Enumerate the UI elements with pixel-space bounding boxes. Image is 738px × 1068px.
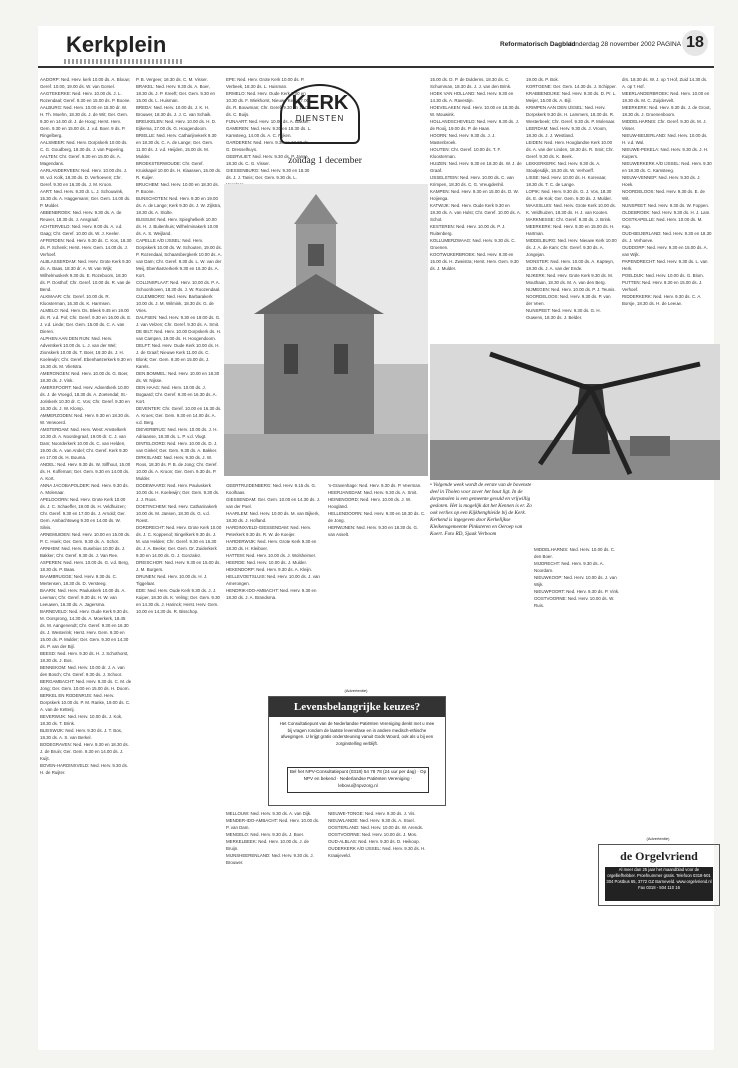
listing-entry: LEIDEN: Ned. Herv. Hooglandse Kerk 10.00 ds. A. van der Linden, 18.30 ds. R. Smit; Chr. Geref. 9.30 ds. K. Beek. xyxy=(526,140,614,159)
listing-entry: OOSTERLAND: Ned. Herv. 10.00 ds. W. Arends. xyxy=(328,825,424,830)
listing-entry: RIDDERKERK: Ned. Herv. 9.30 ds. C. A. Borsje, 18.30 ds. H. de Leeuw. xyxy=(622,294,702,306)
listing-entry: BRUCHEM: Ned. Herv. 10.00 en 18.30 ds. P. Boone. xyxy=(136,182,219,194)
column-8 xyxy=(328,482,426,682)
title-underline xyxy=(64,59,184,64)
listing-entry: KOLLUMERZWAAG: Ned. Herv. 9.30 ds. C. Groenen. xyxy=(430,238,516,250)
listing-entry: DORDRECHT: Ned. Herv. Grote Kerk 10.00 ds. J. C. Koppenol; Singelkerk 9.30 ds. J. M. van Helden; Chr. Geref. 9.30 en 16.30 ds. J. A. Beeke; Ger. Gem. Dr. Zuiderkerk 9.30 en 14.00 ds. G. J. Gonzalez. xyxy=(136,525,222,558)
listing-entry: AAGTEKERKE: Ned. Herv. 10.00 ds. J. L. Rozendaal; Geref. 9.30 en 15.00 ds. P. Boone. xyxy=(40,91,131,103)
listing-entry: LEERDAM: Ned. Herv. 9.30 ds. J. Vroom, 18.30 ds. J. J. Westland. xyxy=(526,126,608,138)
listing-entry: BRAKEL: Ned. Herv. 9.30 ds. A. Boer, 18.30 ds. J. P. Kreeft; Ger. Gem. 9.30 en 15.00 ds. L. Huisman. xyxy=(136,84,215,103)
listing-entry: AALBURG: Ned. Herv. 10.00 en 15.00 dr. W. H. Th. Moehn, 18.30 ds. J. de Wit; Ger. Gem. 9.30 en 14.00 dr. J. de Hoog; Herst. Herv. Gem. 9.30 en 15.00 ds. J. v.d. Boer. 9 ds. P. Ringelberg. xyxy=(40,105,129,138)
listing-entry: MEERKERK: Ned. Herv. 9.30 en 15.00 ds. H. Hartman. xyxy=(526,224,615,236)
listing-entry: NIEUWERKERK A/D IJSSEL: Ned. Herv. 9.30 en 18.30 ds. C. Kamsteeg. xyxy=(622,161,712,173)
column-8-entries xyxy=(328,482,426,538)
page-header xyxy=(38,26,714,68)
caption-text: • Volgende week wordt de eerste van de bovenste deel in Tholen voor zover het hout ligt. In de dorpsmolen is een gemeente gevuld en vrijwillig gesloten. Het is mogelijk dat het Kennen is er. Zo ook verlies op een Kijkhenghieide bij de Kerk. Kerkend is ingegeven door Kerkelijkse Kleikensgemeente Pinksteren en Oeroep van Koert. xyxy=(430,482,532,537)
listing-entry: ASPEREN: Ned. Herv. 10.00 ds. G. v.d. Berg, 18.30 ds. P. Baas. xyxy=(40,560,129,572)
listing-entry: MERKELBEEK: Ned. Herv. 10.00 ds. J. de Bruijn. xyxy=(226,839,309,851)
orgel-body: Al meer dan 25 jaar het maandblad voor de orgelliefhebber. Proefnummer gratis. Telefoon 0318-501 304 Postbus 65, 3772 GZ Barneveld. www.orgelvriend.nl Fax 0318 - 504 110 16 xyxy=(605,867,713,901)
listing-entry: KATWIJK: Ned. Herv. Oude Kerk 9.30 en 18.30 ds. A. van Hulst; Chr. Geref. 10.00 ds. A. Schot. xyxy=(430,203,522,222)
listing-entry: DREISCHOR: Ned. Herv. 9.30 en 15.00 ds. J. M. Burgers. xyxy=(136,560,221,572)
listing-entry: EDE: Ned. Herv. Oude Kerk 9.30 ds. J. J. Kuiper, 18.30 ds. K. Veling; Ger. Gem. 9.30 en 14.30 ds. J. Harinck; Herst. Herv. Gem. 10.00 en 14.30 ds. R. Bisschop. xyxy=(136,588,220,614)
listing-entry: HOEVELAKEN: Ned. Herv. 10.00 en 18.30 ds. W. Mouwink. xyxy=(430,105,521,117)
listing-entry: HELLEVOETSLUIS: Ned. Herv. 10.00 ds. J. van Amerongen. xyxy=(226,574,320,586)
page-number: 18 xyxy=(682,30,708,56)
listing-entry: AART: Ned. Herv. 9.30 dr. L. J. Schouwink, 15.30 ds. A. Haggemann; Ger. Gem. 14.00 ds. P. Mulder. xyxy=(40,189,131,208)
listing-entry: NIEUWLANDE: Ned. Herv. 9.30 ds. A. Stoel. xyxy=(328,818,415,823)
column-4-entries xyxy=(430,76,522,272)
listing-entry: BLEISWIJK: Ned. Herv. 9.30 ds. J. T. Bos, 18.30 ds. A. S. van Berkel. xyxy=(40,728,123,740)
listing-entry: IJSSELSTEIN: Ned. Herv. 10.00 ds. C. van Krimpen, 18.30 ds. C. G. Vreugdenhil. xyxy=(430,175,514,187)
listing-entry: BRIELLE: Ned. Herv. Catharijnekerk 9.30 en 18.30 ds. C. A. de Lange; Ger. Gem. 11.00 ds. J. v.d. Heijden, 15.00 ds. M. Mulder. xyxy=(136,133,217,159)
listing-entry: ANNA JACOBAPOLDER: Ned. Herv. 9.30 ds. A. Molenaar. xyxy=(40,483,129,495)
listing-entry: ANDEL: Ned. Herv. 9.30 ds. W. Silfhout, 15.00 ds. H. Koffeman; Ger. Gem. 9.30 en 14.00 ds. A. Kort. xyxy=(40,462,131,481)
listing-entry: BENNEKOM: Ned. Herv. 10.00 dr. J. A. van den Bosch; Chr. Geref. 9.30 ds. J. Schoor. xyxy=(40,665,125,677)
listing-entry: 19.00 ds. P. Bok. xyxy=(526,77,559,82)
orgelvriend-advertisement xyxy=(598,844,720,906)
listing-entry: ARNEMUIDEN: Ned. Herv. 10.00 en 15.00 ds. P. C. Hoek; Ger. Gem. 9.30 ds. A. Schot. xyxy=(40,532,131,544)
ad-label: (Advertentie) xyxy=(344,688,368,693)
listing-entry: DRUNEN: Ned. Herv. 10.00 ds. H. J. Tiggelaar. xyxy=(136,574,208,586)
listing-entry: PUTTEN: Ned. Herv. 9.30 en 15.00 ds. J. Verhoef. xyxy=(622,280,703,292)
photo-credit: Foto RD, Sjaak Verboom xyxy=(444,531,497,537)
listing-entry: HARDERWIJK: Ned. Herv. Grote Kerk 9.30 en 18.30 ds. H. Kleiboer. xyxy=(226,539,317,551)
listing-entry: AMMERZODEN: Ned. Herv. 9.30 en 18.30 ds. W. Verwoerd. xyxy=(40,413,130,425)
listing-entry: OUDDORP: Ned. Herv. 9.30 en 15.00 ds. A. van Wijk. xyxy=(622,245,708,257)
section-title: Kerkplein xyxy=(66,32,167,57)
column-1-entries xyxy=(40,76,132,776)
listing-entry: BOVEN-HARDINXVELD: Ned. Herv. 9.30 ds. H. de Ruijter. xyxy=(40,763,129,775)
listing-entry: NIEUW-BEIJERLAND: Ned. Herv. 10.00 ds. H. v.d. Wal. xyxy=(622,133,708,145)
listing-entry: POELDIJK: Ned. Herv. 10.00 ds. G. Blom. xyxy=(622,273,704,278)
listing-entry: BODEGRAVEN: Ned. Herv. 9.30 en 18.30 ds. J. de Bruin; Ger. Gem. 9.30 en 14.00 ds. J. Kuijt. xyxy=(40,742,129,761)
listing-entry: KORTGENE: Ger. Gem. 14.30 ds. J. Schipper. xyxy=(526,84,617,89)
listing-entry: NOORDELOOS: Ned. Herv. 9.30 ds. E. de Wit. xyxy=(622,189,705,201)
orgel-ad-label: (Advertentie) xyxy=(646,836,670,841)
listing-entry: DODEWAARD: Ned. Herv. Pauluskerk 10.00 ds. H. Koelewijn; Ger. Gem. 9.30 ds. J. J. Roos. xyxy=(136,483,220,502)
listing-entry: HEERJANSDAM: Ned. Herv. 9.30 ds. A. Smit. xyxy=(328,490,418,495)
listing-entry: HERWIJNEN: Ned. Herv. 9.30 en 18.30 ds. G. van Asselt. xyxy=(328,525,419,537)
listing-entry: MIDDELHARNIS: Chr. Geref. 9.30 ds. M. J. Visser. xyxy=(622,119,707,131)
listing-entry: MARKNESSE: Chr. Geref. 9.30 ds. J. Brink. xyxy=(526,217,612,222)
listing-entry: DELFT: Ned. Herv. Oude Kerk 10.00 ds. H. J. de Graaf; Nieuwe Kerk 11.00 ds. C. Blonk; Ger. Gem. 9.30 en 15.00 ds. J. Karels. xyxy=(136,343,220,369)
column-6-entries xyxy=(622,76,712,307)
listing-entry: GEERVLIET: Ned. Herv. 9.30 ds. P. Janse, 18.30 ds. C. G. Visser. xyxy=(226,154,309,166)
npv-advertisement xyxy=(268,696,446,806)
listing-entry: HENDRIK-IDO-AMBACHT: Ned. Herv. 9.30 en 18.30 ds. J. A. Brandsma. xyxy=(226,588,317,600)
listing-entry: ERMELO: Ned. Herv. Oude Kerk 9.00 en 10.30 ds. F. Wiekhorst, Nieuwe Kerk 17.00 ds. R. Bouwman; Chr. Geref. 9.30 en 15.00 ds. C. Buijs. xyxy=(226,91,311,117)
listing-entry: MENGELO: Ned. Herv. 9.30 ds. J. Boer. xyxy=(226,832,305,837)
listing-entry: BERGAMBACHT: Ned. Herv. 9.30 ds. C. M. de Jong; Ger. Gem. 10.00 en 15.00 ds. H. Doorn. xyxy=(40,679,132,691)
listing-entry: ARNHEM: Ned. Herv. Eusebius 10.00 ds. J. Bakker; Chr. Geref. 9.30 ds. J. Van Ree. xyxy=(40,546,126,558)
listing-entry: ALMELO: Ned. Herv. Ds. Bleek 9.45 en 19.00 ds. R. v.d. Pol; Chr. Geref. 9.30 en 16.00 ds. E. J. v.d. Linde; Ger. Gem. 15.00 ds. C. A. van Dieren. xyxy=(40,308,132,334)
listing-entry: BAAMBRUGGE: Ned. Herv. 9.30 ds. C. Mertensen, 18.30 ds. D. Versteeg. xyxy=(40,574,118,586)
listing-entry: HEKENDORP: Ned. Herv. 9.30 ds. A. Kleijn. xyxy=(226,567,313,572)
column-4 xyxy=(430,76,522,338)
listing-entry: HOEK VAN HOLLAND: Ned. Herv. 9.30 en 14.30 ds. A. Ravestijn. xyxy=(430,91,514,103)
listing-entry: APELDOORN: Ned. Herv. Grote Kerk 10.00 ds. J. C. Schaeffer, 19.00 ds. H. Veldhuizen; Chr. Geref. 9.30 en 17.00 ds. J. Arnold; Ger. Gem. Ambachtsweg 9.30 en 14.00 ds. W. Silvis. xyxy=(40,497,126,530)
ad-headline: Levensbelangrijke keuzes? xyxy=(269,697,445,717)
listing-entry: BUSSUM: Ned. Herv. Spieghelkerk 10.00 ds. H. J. Buitenhuis; Wilhelminakerk 10.00 ds. A. S. Weijland. xyxy=(136,217,219,236)
column-10-entries xyxy=(328,810,426,859)
listing-entry: HUIZEN: Ned. Herv. 9.30 en 18.30 ds. W. J. de Graaf. xyxy=(430,161,522,173)
listing-entry: drs. 18.30 ds. W. J. op 't Hof, Zuid 14.30 ds. A. op 't Hof. xyxy=(622,77,708,89)
listing-entry: BAARN: Ned. Herv. Pauluskerk 10.00 ds. A. Leeman; Chr. Geref. 9.30 ds. H. W. van Leeuwen, 16.30 ds. A. Jagersma. xyxy=(40,588,126,607)
column-9 xyxy=(226,810,322,1042)
listing-entry: LOPIK: Ned. Herv. 9.30 ds. G. J. Vos, 18.30 ds. E. de Kok; Ger. Gem. 9.30 ds. J. Mulder. xyxy=(526,189,612,201)
listing-entry: MONSTER: Ned. Herv. 10.00 ds. A. Kapteyn, 18.30 ds. J. A. van der Ende. xyxy=(526,259,615,271)
listing-entry: NUNSPEET: Ned. Herv. 9.30 ds. W. Foppen. xyxy=(622,203,710,208)
listing-entry: DEN HAAG: Ned. Herv. 10.00 ds. J. Bogaard; Chr. Geref. 9.30 en 16.30 ds. A. Kort. xyxy=(136,385,217,404)
listing-entry: BROEKSTERWOUDE: Chr. Geref. Kruiskapel 10.00 ds. H. Klaassen, 15.00 ds. R. Kuijer. xyxy=(136,161,222,180)
listing-entry: GIESSENDAM: Ger. Gem. 10.00 en 14.30 ds. J. van der Poel. xyxy=(226,497,321,509)
listing-entry: P. B. Vergeer, 18.30 ds. C. M. Visser. xyxy=(136,77,208,82)
listing-entry: DEN BOMMEL: Ned. Herv. 10.00 en 18.30 ds. W. Nijsse. xyxy=(136,371,220,383)
listing-entry: HAARLEM: Ned. Herv. 10.00 ds. M. van Bijkerk, 18.30 ds. J. Hofland. xyxy=(226,511,320,523)
kerkdiensten-logo-box xyxy=(264,74,372,182)
listing-entry: HARDINXVELD-GIESSENDAM: Ned. Herv. Peterkerk 9.30 ds. R. W. de Koeijer. xyxy=(226,525,312,537)
listing-entry: PAPENDRECHT: Ned. Herv. 9.30 ds. L. van Herk. xyxy=(622,259,708,271)
column-10 xyxy=(328,810,426,1042)
listing-entry: HOORN: Ned. Herv. 9.30 ds. J. J. Mastenbroek. xyxy=(430,133,496,145)
listing-entry: HELLENDOORN: Ned. Herv. 9.30 en 18.30 ds. C. de Jong. xyxy=(328,511,426,523)
listing-entry: LISSE: Ned. Herv. 10.00 ds. H. Korevaar, 18.30 ds. T. C. de Lange. xyxy=(526,175,607,187)
listing-entry: NIEUWE-PEKELA: Ned. Herv. 9.30 ds. J. H. Kuipers. xyxy=(622,147,709,159)
listing-entry: OUDERKERK A/D IJSSEL: Ned. Herv. 9.30 ds. H. Kraaijeveld. xyxy=(328,846,426,858)
column-9-entries xyxy=(226,810,322,866)
listing-entry: DINTELOORD: Ned. Herv. 10.00 ds. D. J. van Ginkel; Ger. Gem. 9.30 ds. A. Bakker. xyxy=(136,441,218,453)
listing-entry: CAPELLE A/D IJSSEL: Ned. Herv. Dorpskerk 10.00 ds. W. Schouten, 19.00 ds. P. Rozendaal, Schaarsbergkerk 10.00 ds. A. van Dam; Chr. Geref. 9.30 ds. L. W. van der Meij, Ebenhaëzerkerk 9.30 en 16.30 ds. A. Kort. xyxy=(136,238,222,278)
ad-contact: Bel het NPV-Consultatiepunt (0318) 54 78 78 (24 uur per dag) · Op NPV en bekend · Nederlandse Patiënten Vereniging · lebovu@npvzorg.nl xyxy=(287,767,429,793)
listing-entry: DALFSEN: Ned. Herv. 9.30 en 19.00 ds. G. J. van Velzen; Chr. Geref. 9.30 ds. A. Smit. xyxy=(136,315,221,327)
listing-entry: ABBENBROEK: Ned. Herv. 9.30 ds. A. de Reuver, 18.30 ds. J. Ansgraaf. xyxy=(40,210,122,222)
listing-entry: MENDER-IDO-AMBACHT: Ned. Herv. 10.00 ds. P. van Dam. xyxy=(226,818,320,830)
windmill-photo xyxy=(430,344,720,480)
listing-entry: NIJMEGEN: Ned. Herv. 10.00 ds. P. J. Teunis. xyxy=(526,287,616,292)
listing-entry: BERKEL EN RODENRIJS: Ned. Herv. Dorpskerk 10.00 ds. P. M. Ranke, 19.00 ds. C. A. van de Ketterij. xyxy=(40,693,131,712)
listing-entry: BREUKELEN: Ned. Herv. 10.00 ds. H. D. Eijkema, 17.00 ds. G. Hoogendoorn. xyxy=(136,119,217,131)
listing-entry: NIEUWPOORT: Ned. Herv. 9.30 ds. P. Vink. xyxy=(534,589,620,594)
logo-kerk-text: KERK xyxy=(291,92,349,114)
listing-entry: EPE: Ned. Herv. Grote Kerk 10.00 ds. P. Verbeek, 18.30 ds. L. Huisman. xyxy=(226,77,305,89)
listing-entry: KAMPEN: Ned. Herv. 9.30 en 15.00 ds. D. W. Hoijenga. xyxy=(430,189,519,201)
listing-entry: MIJDRECHT: Ned. Herv. 9.30 ds. A. Noordam. xyxy=(534,561,604,573)
listing-entry: NOORDELOOS: Ned. Herv. 9.30 ds. P. van der Veen. xyxy=(526,294,611,306)
listing-entry: NIEUWKOOP: Ned. Herv. 10.00 ds. J. van Wijk. xyxy=(534,575,617,587)
listing-entry: OLDEBROEK: Ned. Herv. 9.30 ds. H. J. Lam. xyxy=(622,210,711,215)
listing-entry: MAASSLUIS: Ned. Herv. Grote Kerk 10.00 ds. K. Veldhuizen, 18.30 ds. H. J. van Kooten. xyxy=(526,203,616,215)
listing-entry: ALPHEN AAN DEN RIJN: Ned. Herv. Adventkerk 10.00 ds. L. J. van der Wel; Zionskerk 10.00 ds. T. Boer, 18.30 ds. J. H. Koelewijn; Chr. Geref. Ebenhaëzerkerk 9.30 en 16.30 ds. M. Vlietstra. xyxy=(40,336,132,369)
listing-entry: KOOTWIJKERBROEK: Ned. Herv. 9.30 en 15.00 ds. H. Zweistra; Herst. Herv. Gem. 9.30 ds. J. Mulder. xyxy=(430,252,519,271)
church-photo xyxy=(224,184,428,476)
listing-entry: BEESD: Ned. Herv. 9.30 ds. H. J. Schothorst, 18.30 ds. J. Bos. xyxy=(40,651,129,663)
listing-entry: BEVERWIJK: Ned. Herv. 10.00 ds. J. Kok, 18.30 ds. T. Brink. xyxy=(40,714,123,726)
listing-entry: NIJKERK: Ned. Herv. Grote Kerk 9.30 ds. M. Mouthaan, 18.30 ds. M. A. van den Berg. xyxy=(526,273,614,285)
logo-diensten-text: DIENSTEN xyxy=(295,114,345,123)
listing-entry: GAMEREN: Ned. Herv. 9.30 en 18.30 ds. L. Kamsteeg, 14.00 ds. A. C. Rijken. xyxy=(226,126,312,138)
listing-entry: OUD-ALBLAS: Ned. Herv. 9.30 ds. D. Heikoop. xyxy=(328,839,420,844)
listing-entry: AADORP: Ned. Herv. kerk 10.00 ds. A. Blouw; Geref. 10.00, 19.00 ds. W. van Gorsel. xyxy=(40,77,130,89)
listing-entry: MIDDELBURG: Ned. Herv. Nieuwe Kerk 10.00 ds. J. A. de Kam; Chr. Geref. 9.30 ds. A. Jongejan. xyxy=(526,238,617,257)
column-2-entries xyxy=(136,76,222,615)
listing-entry: AARLANDERVEEN: Ned. Herv. 10.00 drs. J. W. v.d. Kolk, 18.30 ds. D. Verhoeven; Chr. Geref. 9.30 en 16.30 ds. J. M. Kroon. xyxy=(40,168,128,187)
listing-entry: KRIMPEN AAN DEN IJSSEL: Ned. Herv. Dorpskerk 9.30 ds. H. Lammers, 18.30 ds. R. Westerbeek; Chr. Geref. 9.30 ds. P. Molenaar. xyxy=(526,105,616,124)
service-date: zondag 1 december xyxy=(288,156,362,166)
listing-entry: DE BILT: Ned. Herv. 10.00 Dorpskerk ds. H. van Campen, 19.00 ds. H. Hoogendoorn. xyxy=(136,329,221,341)
listing-entry: FIJNAART: Ned. Herv. 10.00 ds. A. Bakker. xyxy=(226,119,310,124)
listing-entry: HATTEM: Ned. Herv. 10.00 ds. J. Wolsheimer. xyxy=(226,553,317,558)
listing-entry: LEKKERKERK: Ned. Herv. 9.30 ds. A. Stoutjesdijk, 18.30 ds. W. Verhoeff. xyxy=(526,161,601,173)
ad-body: Het Consultatiepunt van de Nederlandse Patiënten Vereniging denkt met u mee bij vragen rondom de laatste levensfase en in andere medisch-ethische afwegingen. U krijgt gratis ondersteuning vanuit Gods Woord, ook als u bij een zorginstelling verblijft. xyxy=(279,721,435,746)
orgel-title: de Orgelvriend xyxy=(620,849,698,863)
column-7 xyxy=(226,482,322,682)
listing-entry: KESTEREN: Ned. Herv. 10.00 ds. P. J. Ruitenberg. xyxy=(430,224,506,236)
column-5-entries xyxy=(526,76,618,321)
listing-entry: DOETINCHEM: Ned. Herv. Catharinakerk 10.00 ds. M. Jansen, 18.30 ds. G. v.d. Roest. xyxy=(136,504,218,523)
listing-entry: OUD-BEIJERLAND: Ned. Herv. 9.30 en 18.30 ds. J. Verhoeve. xyxy=(622,231,712,243)
listing-entry: MIJNSHEERENLAND: Ned. Herv. 9.30 ds. J. Brouwer. xyxy=(226,853,314,865)
listing-entry: NIEUWE-TONGE: Ned. Herv. 9.30 ds. J. Vis. xyxy=(328,811,416,816)
column-7-entries xyxy=(226,482,322,601)
listing-entry: NIEUW-VENNEP: Ned. Herv. 9.30 ds. J. Hoek. xyxy=(622,175,701,187)
listing-entry: 's-Gravenhage: Ned. Herv. 9.30 ds. P. Veerman. xyxy=(328,483,422,488)
listing-entry: MELLOUW: Ned. Herv. 9.30 ds. A. van Dijk. xyxy=(226,811,312,816)
listing-entry: MIDDELHARNIS: Ned. Herv. 10.00 ds. C. den Boer. xyxy=(534,547,616,559)
listing-entry: AALTEN: Chr. Geref. 9.30 en 15.00 ds. A. Magendans. xyxy=(40,154,121,166)
listing-entry: AMERSFOORT: Ned. Herv. Adventkerk 10.00 ds. J. de Vroegd, 18.30 ds. A. Zoetendal; St.-Joriskerk 10.30 dr. C. Vos; Chr. Geref. 9.30 en 16.30 ds. J. W. Klomp. xyxy=(40,385,130,411)
listing-entry: BREDA: Ned. Herv. 10.00 ds. J. K. H. Brouwer, 18.30 ds. J. J. C. van Schaik. xyxy=(136,105,212,117)
listing-entry: AMSTERDAM: Ned. Herv. West: Amstelkerk 10.30 dr. A. Noordegraaf, 19.00 dr. C. J. van Dam; Noorderkerk 10.00 ds. C. van Helden, 19.00 ds. A. van Andel; Chr. Geref. Kerk 9.30 en 17.00 ds. H. Bouma. xyxy=(40,427,128,460)
listing-entry: AALSMEER: Ned. Herv. Dorpskerk 10.00 ds. C. G. Goudberg, 18.30 ds. J. van Popering. xyxy=(40,140,128,152)
listing-entry: GIESSENBURG: Ned. Herv. 9.30 en 18.30 ds. J. J. Tanis; Ger. Gem. 9.30 ds. L. xyxy=(226,168,310,180)
listing-entry: OOSTVOORNE: Ned. Herv. 10.00 ds. W. Ruis. xyxy=(534,596,615,608)
column-11 xyxy=(534,546,620,1042)
newspaper-page xyxy=(38,26,714,1050)
listing-entry: DIRKSLAND: Ned. Herv. 9.30 ds. J. W. Roos, 18.30 ds. P. B. de Jong; Chr. Geref. 10.00 ds. A. Kroon; Ger. Gem. 9.30 ds. P. Mulder. xyxy=(136,455,218,481)
listing-entry: ALBLASSERDAM: Ned. Herv. Grote Kerk 9.30 ds. A. Baas, 18.30 dr. A. W. van Wijk; Wilhelmuskerk 9.30 ds. E. Rozeboom, 18.30 ds. P. Oosthof; Chr. Geref. 10.00 ds. R. van de Bend. xyxy=(40,259,131,292)
listing-entry: AFFERDEN: Ned. Herv. 9.30 ds. C. Kos, 18.30 ds. P. Schenk; Herst. Herv. Gem. 14.00 ds. J. Verhoef. xyxy=(40,238,132,257)
column-11-entries xyxy=(534,546,620,609)
column-5 xyxy=(526,76,618,338)
listing-entry: ALKMAAR: Chr. Geref. 10.00 ds. R. Kloosterman, 16.30 ds. K. Harmsen. xyxy=(40,294,111,306)
kerkdiensten-logo xyxy=(280,84,360,144)
column-2 xyxy=(136,76,222,1044)
photo-caption xyxy=(430,482,534,538)
listing-entry: OOSTKAPELLE: Ned. Herv. 10.00 ds. M. Kap. xyxy=(622,217,703,229)
listing-entry: DIEVERBRUG: Ned. Herv. 10.00 ds. J. H. Adriaanse, 18.30 ds. L. P. v.d. Vlugt. xyxy=(136,427,218,439)
newspaper-name: Reformatorisch Dagblad xyxy=(500,41,576,48)
listing-entry: ACHTERVELD: Ned. Herv. 9.00 ds. A. v.d. Gaag; Chr. Geref. 10.00 ds. W. J. Keeler. xyxy=(40,224,123,236)
listing-entry: GARDEREN: Ned. Herv. 9.30 en 18.30 ds. G. Dresselhuys. xyxy=(226,140,310,152)
listing-entry: HOLLANDSCHEVELD: Ned. Herv. 9.30 ds. J. de Rooij, 19.00 ds. P. de Haan. xyxy=(430,119,519,131)
listing-entry: GEERTRUIDENBERG: Ned. Herv. 9.15 ds. G. Koolhaas. xyxy=(226,483,317,495)
date-line: donderdag 28 november 2002 PAGINA xyxy=(568,41,681,48)
listing-entry: BARNEVELD: Ned. Herv. Oude Kerk 9.30 ds. M. Oorsprong, 14.30 ds. A. Moerkerk, 18.45 ds. M. Aangenendt; Chr. Geref. 9.30 en 16.30 ds. J. Westerink; Herst. Herv. Gem. 9.30 en 15.00 ds. P. Mulder; Ger. Gem. 9.30 en 14.30 ds. P. van der Bijl. xyxy=(40,609,129,649)
listing-entry: HEINENOORD: Ned. Herv. 10.00 ds. J. W. Hoogland. xyxy=(328,497,412,509)
listing-entry: CULEMBORG: Ned. Herv. Barbarakerk 10.00 ds. J. M. Wilmink, 18.30 ds. G. de Vries. xyxy=(136,294,214,313)
column-1 xyxy=(40,76,132,1044)
listing-entry: COLIJNSPLAAT: Ned. Herv. 10.00 ds. P. A. Schoonhoven, 18.30 ds. J. W. Roozendaal. xyxy=(136,280,221,292)
listing-entry: BUNSCHOTEN: Ned. Herv. 9.30 en 19.00 ds. A. de Lange; Kerk 9.30 ds. J. W. Zijlstra, 18.30 ds. A. Stolte. xyxy=(136,196,222,215)
listing-entry: MEERLANDERBROEK: Ned. Herv. 10.00 en 18.30 ds. M. C. Zuijdervelt. xyxy=(622,91,710,103)
listing-entry: NUNSPEET: Ned. Herv. 9.30 ds. G. H. Ouwens, 18.30 ds. J. Belder. xyxy=(526,308,601,320)
listing-entry: OOSTVOORNE: Ned. Herv. 10.00 ds. J. Mos. xyxy=(328,832,418,837)
listing-entry: HEERDE: Ned. Herv. 10.00 ds. J. Mulder. xyxy=(226,560,307,565)
listing-entry: 15.00 ds. D. P. de Dulderns, 18.30 ds. C. Schumman, 18.30 ds. J. J. van den Brink. xyxy=(430,77,512,89)
listing-entry: AMERONGEN: Ned. Herv. 10.00 ds. G. Boer, 18.30 ds. J. Vink. xyxy=(40,371,129,383)
listing-entry: DEVENTER: Chr. Geref. 10.00 en 16.30 ds. A. Kroes; Ger. Gem. 9.30 en 14.00 ds. A. v.d. Berg. xyxy=(136,406,222,425)
listing-entry: HOUTEN: Chr. Geref. 10.00 ds. T. F. Kloosterman. xyxy=(430,147,501,159)
listing-entry: MEERKERK: Ned. Herv. 9.30 ds. J. de Groot, 18.30 ds. J. Groenenboom. xyxy=(622,105,711,117)
listing-entry: KRABBENDIJKE: Ned. Herv. 9.30 ds. D. Pr. L. Meijer, 15.00 ds. A. Bijl. xyxy=(526,91,617,103)
